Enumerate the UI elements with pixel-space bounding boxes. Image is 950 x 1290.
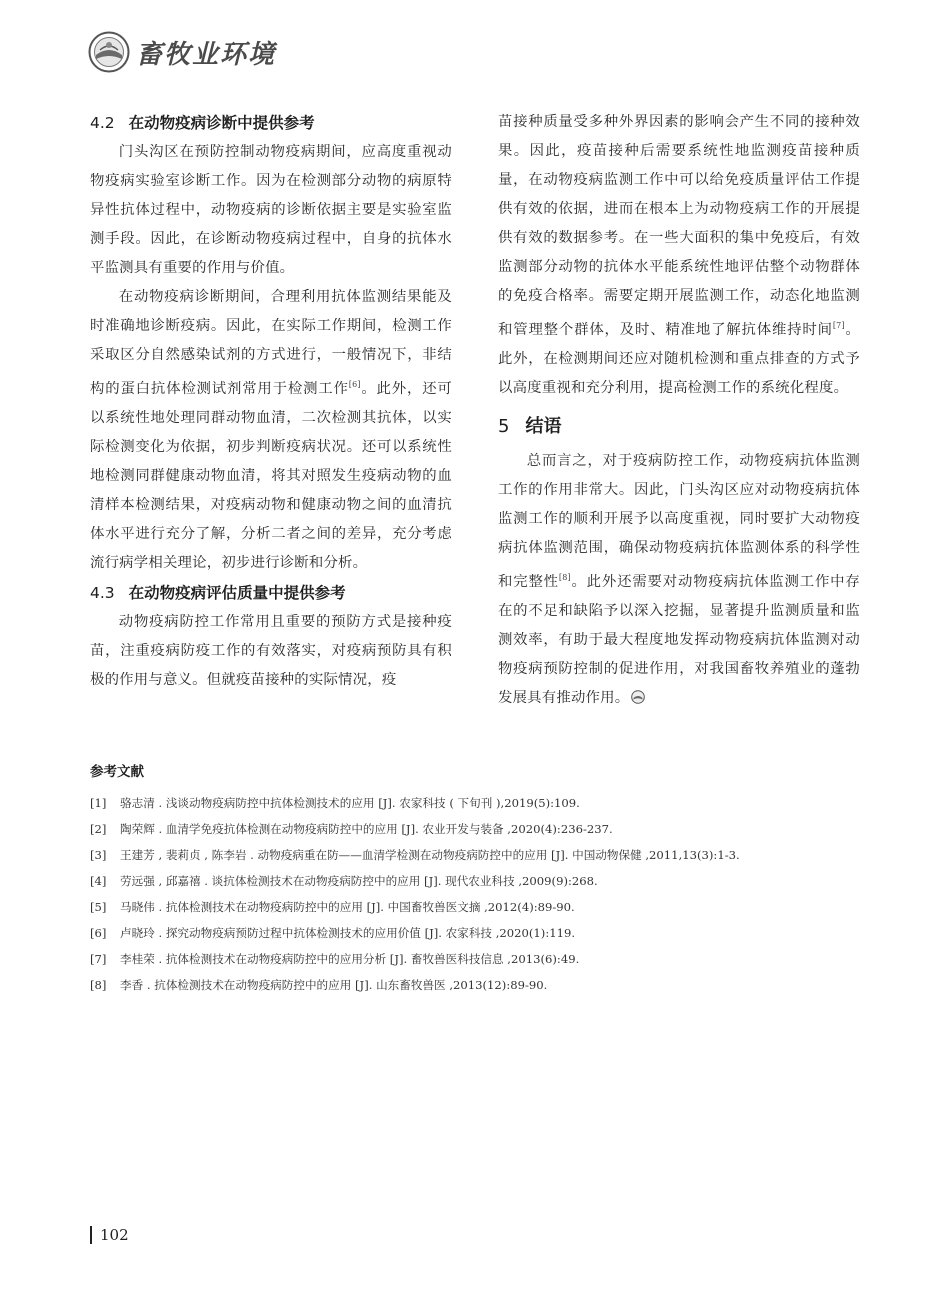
citation-ref: [6] — [348, 380, 361, 389]
reference-number: [4] — [90, 874, 107, 888]
reference-text: 陶荣辉 . 血清学免疫抗体检测在动物疫病防控中的应用 [J]. 农业开发与装备 ,2020(4):236-237. — [120, 822, 613, 836]
reference-item — [90, 816, 870, 842]
citation-ref: [7] — [832, 321, 845, 330]
section-number: 4.3 — [90, 584, 115, 602]
section-heading-5 — [498, 409, 860, 445]
paragraph-text: 总而言之，对于疫病防控工作，动物疫病抗体监测工作的作用非常大。因此，门头沟区应对动物疫病抗体监测工作的顺利开展予以高度重视，同时要扩大动物疫病抗体监测范围，确保动物疫病抗体监测体系的科学性和完整性 — [498, 453, 860, 590]
section-title: 在动物疫病诊断中提供参考 — [128, 114, 315, 132]
reference-item — [90, 894, 870, 920]
reference-text: 卢晓玲 . 探究动物疫病预防过程中抗体检测技术的应用价值 [J]. 农家科技 ,2020(1):119. — [120, 926, 576, 940]
footer-divider — [90, 1226, 92, 1244]
reference-item — [90, 946, 870, 972]
reference-text: 李桂荣 . 抗体检测技术在动物疫病防控中的应用分析 [J]. 畜牧兽医科技信息 ,2013(6):49. — [120, 952, 580, 966]
reference-item — [90, 842, 870, 868]
paragraph-text: 。此外还需要对动物疫病抗体监测工作中存在的不足和缺陷予以深入挖掘，显著提升监测质量和监测效率，有助于最大程度地发挥动物疫病抗体监测对动物疫病预防控制的促进作用，对我国畜牧养殖业的蓬勃发展具有推动作用。 — [498, 574, 860, 706]
paragraph-vaccination: 动物疫病防控工作常用且重要的预防方式是接种疫苗，注重疫病防疫工作的有效落实，对疫病预防具有积极的作用与意义。但就疫苗接种的实际情况，疫 — [90, 614, 452, 688]
paragraph-conclusion — [498, 447, 860, 713]
reference-item — [90, 972, 870, 998]
reference-number: [3] — [90, 848, 107, 862]
reference-item — [90, 868, 870, 894]
right-column — [498, 108, 860, 713]
citation-ref: [8] — [558, 573, 571, 582]
reference-text: 王建芳 , 裴莉贞 , 陈李岩 . 动物疫病重在防——血清学检测在动物疫病防控中的应用 [J]. 中国动物保健 ,2011,13(3):1-3. — [120, 848, 740, 862]
reference-text: 李香 . 抗体检测技术在动物疫病防控中的应用 [J]. 山东畜牧兽医 ,2013(12):89-90. — [120, 978, 548, 992]
references-section — [90, 760, 870, 998]
page-footer — [90, 1226, 129, 1244]
reference-text: 马晓伟 . 抗体检测技术在动物疫病防控中的应用 [J]. 中国畜牧兽医文摘 ,2012(4):89-90. — [120, 900, 575, 914]
reference-number: [7] — [90, 952, 107, 966]
paragraph-text: 苗接种质量受多种外界因素的影响会产生不同的接种效果。因此，疫苗接种后需要系统性地监测疫苗接种质量，在动物疫病监测工作中可以给免疫质量评估工作提供有效的依据，进而在根本上为动物疫病工作的开展提供有效的数据参考。在一些大面积的集中免疫后，有效监测部分动物的抗体水平能系统性地评估整个动物群体的免疫合格率。需要定期开展监测工作，动态化地监测和管理整个群体，及时、精准地了解抗体维持时间 — [498, 114, 860, 338]
paragraph-text: 。此外，还可以系统性地处理同群动物血清，二次检测其抗体，以实际检测变化为依据，初步判断疫病状况。还可以系统性地检测同群健康动物血清，将其对照发生疫病动物的血清样本检测结果，对疫病动物和健康动物之间的血清抗体水平进行充分了解，分析二者之间的差异，充分考虑流行病学相关理论，初步进行诊断和分析。 — [90, 381, 453, 571]
journal-logo-icon — [88, 31, 130, 73]
left-column — [90, 108, 452, 695]
section-title: 结语 — [525, 416, 562, 437]
reference-number: [2] — [90, 822, 107, 836]
paragraph-vaccination-continued — [498, 108, 860, 403]
reference-number: [1] — [90, 796, 107, 810]
paragraph-diagnosis-importance: 门头沟区在预防控制动物疫病期间，应高度重视动物疫病实验室诊断工作。因为在检测部分动物的病原特异性抗体过程中，动物疫病的诊断依据主要是实验室监测手段。因此，在诊断动物疫病过程中，自身的抗体水平监测具有重要的作用与价值。 — [90, 144, 452, 276]
journal-name: 畜牧业环境 — [136, 39, 277, 70]
reference-text: 劳远强 , 邱嘉禧 . 谈抗体检测技术在动物疫病防控中的应用 [J]. 现代农业科技 ,2009(9):268. — [120, 874, 598, 888]
paragraph-text: 在动物疫病诊断期间，合理利用抗体监测结果能及时准确地诊断疫病。因此，在实际工作期间，检测工作采取区分自然感染试剂的方式进行，一般情况下，非结构的蛋白抗体检测试剂常用于检测工作 — [90, 289, 452, 397]
reference-item — [90, 920, 870, 946]
section-title: 在动物疫病评估质量中提供参考 — [128, 584, 346, 602]
section-heading-4-3 — [90, 578, 452, 608]
references-list — [90, 790, 870, 998]
section-heading-4-2 — [90, 108, 452, 138]
reference-number: [6] — [90, 926, 107, 940]
article-end-icon — [631, 690, 645, 704]
references-title: 参考文献 — [90, 764, 144, 780]
reference-item — [90, 790, 870, 816]
journal-header — [88, 28, 276, 76]
reference-text: 骆志清 . 浅谈动物疫病防控中抗体检测技术的应用 [J]. 农家科技 ( 下旬刊 ),2019(5):109. — [120, 796, 580, 810]
section-number: 4.2 — [90, 114, 115, 132]
reference-number: [5] — [90, 900, 107, 914]
paragraph-diagnosis-methods — [90, 283, 452, 578]
reference-number: [8] — [90, 978, 107, 992]
section-number: 5 — [498, 416, 510, 437]
paragraph-text: 。此外，在检测期间还应对随机检测和重点排查的方式予以高度重视和充分利用，提高检测工作的系统化程度。 — [498, 322, 861, 396]
page-number: 102 — [100, 1226, 129, 1244]
